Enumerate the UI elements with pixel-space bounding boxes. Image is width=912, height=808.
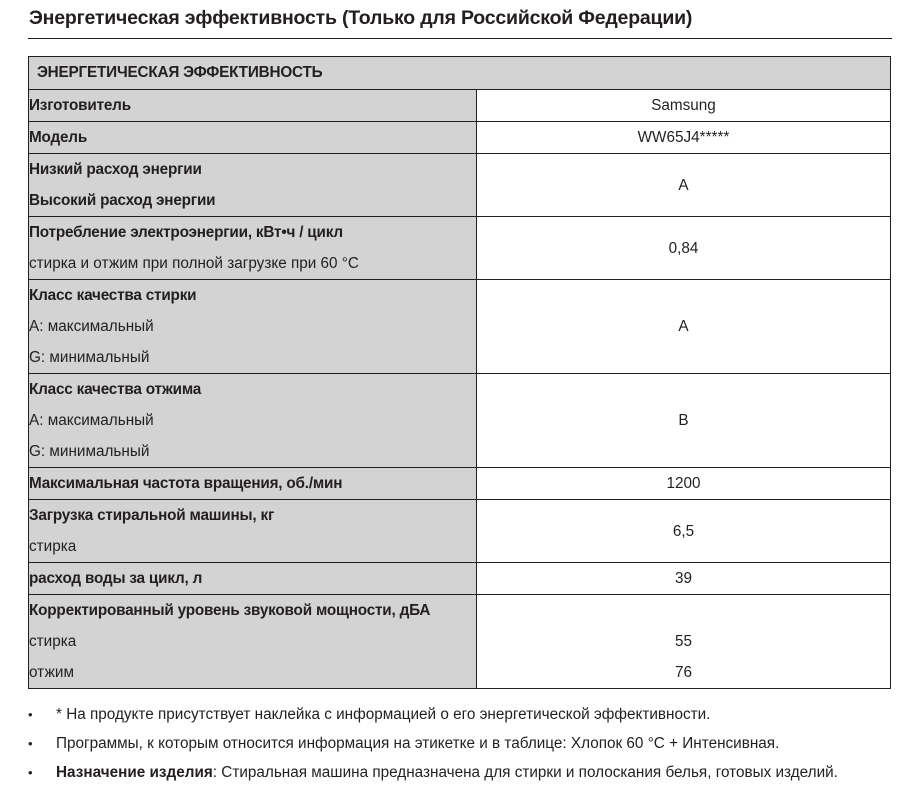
row-label — [29, 374, 477, 468]
title-rule — [28, 38, 892, 39]
row-label-sub: G: минимальный — [29, 349, 150, 366]
row-label-title: Класс качества отжима — [29, 381, 202, 398]
row-value — [477, 90, 891, 122]
row-label-title: Максимальная частота вращения, об./мин — [29, 475, 343, 492]
row-value — [477, 122, 891, 154]
row-value — [477, 500, 891, 563]
value-text: 6,5 — [672, 522, 695, 540]
row-label — [29, 154, 477, 217]
value-text: Samsung — [651, 97, 716, 114]
note-text — [56, 758, 838, 787]
row-label-title: Изготовитель — [29, 97, 131, 114]
row-label-title: Высокий расход энергии — [29, 192, 216, 209]
bullet-icon: • — [28, 765, 33, 780]
row-label — [29, 595, 477, 689]
row-label-title: Низкий расход энергии — [29, 161, 202, 178]
row-label — [29, 217, 477, 280]
row-value — [477, 154, 891, 217]
value-text: A — [678, 318, 689, 335]
value-text: 39 — [675, 570, 693, 587]
table-row-model — [29, 122, 891, 154]
note-text: Программы, к которым относится информация на этикетке и в таблице: Хлопок 60 °C + Интенсивная. — [56, 735, 780, 752]
value-text: 76 — [675, 664, 693, 681]
value-text: WW65J4***** — [637, 129, 730, 146]
table-row-spin-class — [29, 374, 891, 468]
row-label-sub: отжим — [29, 664, 74, 681]
note-bold-label: Назначение изделия — [56, 764, 213, 781]
table-header: ЭНЕРГЕТИЧЕСКАЯ ЭФФЕКТИВНОСТЬ — [29, 57, 891, 90]
row-value — [477, 217, 891, 280]
row-label-title: Корректированный уровень звуковой мощности, дБА — [29, 602, 431, 619]
note-text: * На продукте присутствует наклейка с информацией о его энергетической эффективности. — [56, 706, 711, 723]
row-value — [477, 374, 891, 468]
row-value — [477, 563, 891, 595]
row-label-sub: стирка — [29, 538, 77, 555]
table-row-manufacturer — [29, 90, 891, 122]
value-text: A — [678, 176, 689, 194]
energy-efficiency-table — [28, 56, 891, 689]
table-row-wash-class — [29, 280, 891, 374]
value-text: 1200 — [666, 475, 701, 492]
row-label-sub: A: максимальный — [29, 318, 154, 335]
table-row-energy-class — [29, 154, 891, 217]
value-text: 55 — [675, 633, 693, 650]
row-label-title: Модель — [29, 129, 88, 146]
row-label — [29, 468, 477, 500]
row-label-title: расход воды за цикл, л — [29, 570, 203, 587]
value-text: B — [678, 412, 689, 429]
table-row-max-spin-speed — [29, 468, 891, 500]
row-label — [29, 90, 477, 122]
row-label — [29, 122, 477, 154]
table-row-power-consumption — [29, 217, 891, 280]
row-label-title: Загрузка стиральной машины, кг — [29, 507, 275, 524]
row-label-title: Потребление электроэнергии, кВт•ч / цикл — [29, 224, 343, 241]
table-header-row — [29, 57, 891, 90]
row-label-title: Класс качества стирки — [29, 287, 197, 304]
note-item — [28, 758, 898, 787]
table-row-water-consumption — [29, 563, 891, 595]
row-value — [477, 468, 891, 500]
row-label-sub: A: максимальный — [29, 412, 154, 429]
note-item — [28, 700, 898, 729]
row-label-sub: G: минимальный — [29, 443, 150, 460]
row-label-sub: стирка — [29, 633, 77, 650]
value-text: 0,84 — [668, 239, 699, 257]
table-row-load-capacity — [29, 500, 891, 563]
row-label-sub: стирка и отжим при полной загрузке при 60 °C — [29, 255, 359, 272]
bullet-icon: • — [28, 707, 33, 722]
row-value — [477, 595, 891, 689]
row-label — [29, 563, 477, 595]
table-row-sound-power — [29, 595, 891, 689]
note-text-rest: : Стиральная машина предназначена для стирки и полоскания белья, готовых изделий. — [212, 764, 838, 781]
note-item — [28, 729, 898, 758]
page-title: Энергетическая эффективность (Только для Российской Федерации) — [29, 7, 693, 29]
row-label — [29, 280, 477, 374]
notes-list — [28, 700, 898, 787]
row-label — [29, 500, 477, 563]
row-value — [477, 280, 891, 374]
bullet-icon: • — [28, 736, 33, 751]
